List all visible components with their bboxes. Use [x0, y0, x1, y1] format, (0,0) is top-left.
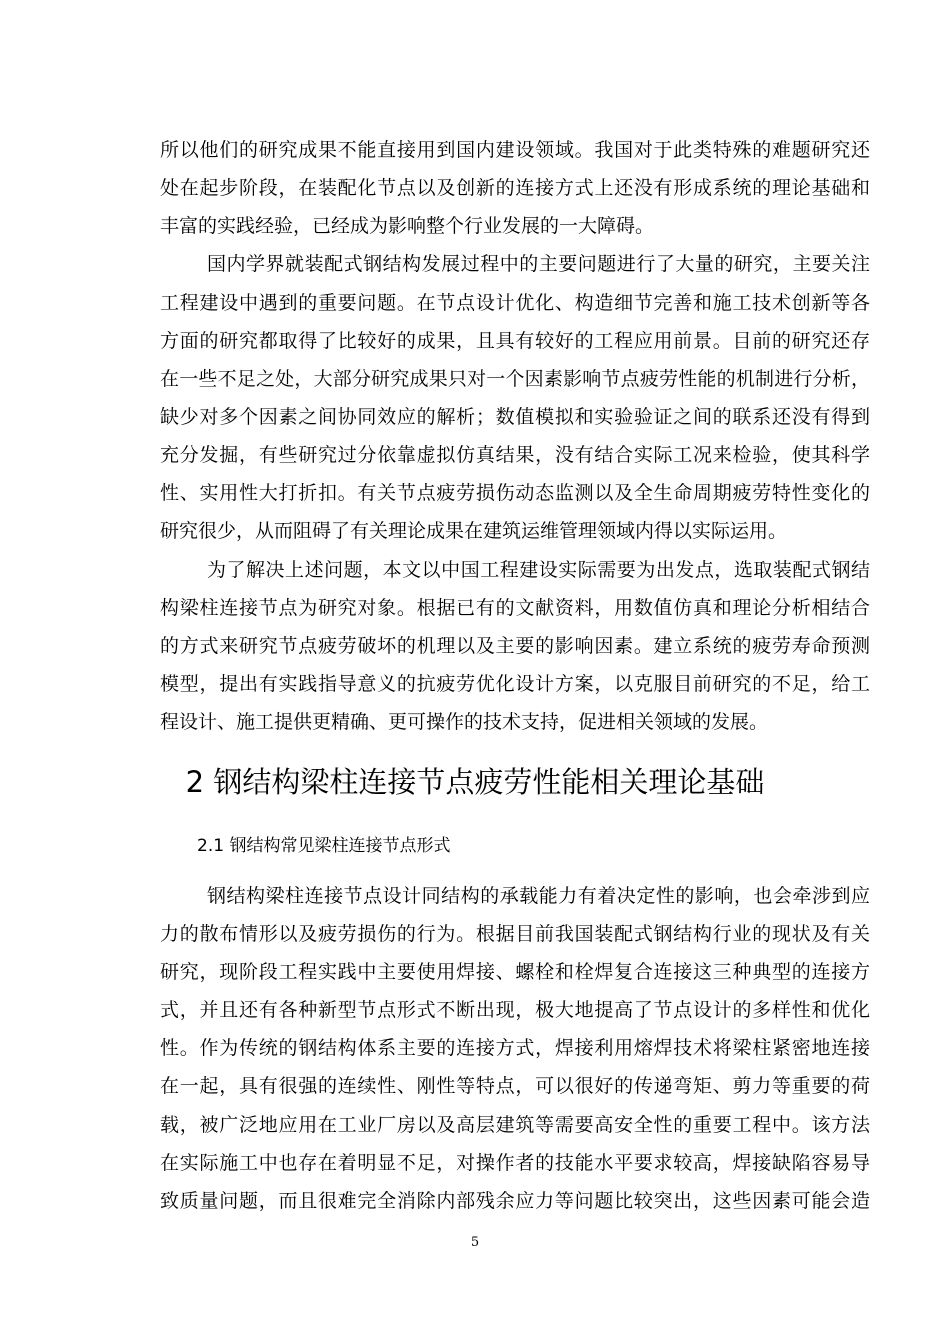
text-line: 性、实用性大打折扣。有关节点疲劳损伤动态监测以及全生命周期疲劳特性变化的: [160, 482, 870, 504]
text-line: 在一起，具有很强的连续性、刚性等特点，可以很好的传递弯矩、剪力等重要的荷: [160, 1075, 870, 1097]
text-line: 载，被广泛地应用在工业厂房以及高层建筑等需要高安全性的重要工程中。该方法: [160, 1114, 870, 1136]
text-line: 力的散布情形以及疲劳损伤的行为。根据目前我国装配式钢结构行业的现状及有关: [160, 923, 870, 945]
text-line: 所以他们的研究成果不能直接用到国内建设领域。我国对于此类特殊的难题研究还: [160, 139, 870, 161]
text-line: 研究，现阶段工程实践中主要使用焊接、螺栓和栓焊复合连接这三种典型的连接方: [160, 961, 870, 983]
page-number: 5: [470, 1235, 480, 1250]
text-line: 钢结构梁柱连接节点设计同结构的承载能力有着决定性的影响，也会牵涉到应: [207, 885, 870, 907]
text-line: 缺少对多个因素之间协同效应的解析；数值模拟和实验验证之间的联系还没有得到: [160, 406, 870, 428]
text-line: 程设计、施工提供更精确、更可操作的技术支持，促进相关领域的发展。: [160, 711, 769, 733]
text-line: 性。作为传统的钢结构体系主要的连接方式，焊接利用熔焊技术将梁柱紧密地连接: [160, 1037, 870, 1059]
text-line: 方面的研究都取得了比较好的成果，且具有较好的工程应用前景。目前的研究还存: [160, 330, 870, 352]
text-line: 研究很少，从而阻碍了有关理论成果在建筑运维管理领域内得以实际运用。: [160, 520, 788, 542]
text-line: 的方式来研究节点疲劳破坏的机理以及主要的影响因素。建立系统的疲劳寿命预测: [160, 635, 870, 657]
text-line: 模型，提出有实践指导意义的抗疲劳优化设计方案，以克服目前研究的不足，给工: [160, 673, 870, 695]
text-line: 致质量问题，而且很难完全消除内部残余应力等问题比较突出，这些因素可能会造: [160, 1190, 870, 1212]
text-line: 在实际施工中也存在着明显不足，对操作者的技能水平要求较高，焊接缺陷容易导: [160, 1152, 870, 1174]
text-line: 丰富的实践经验，已经成为影响整个行业发展的一大障碍。: [160, 215, 655, 237]
text-line: 在一些不足之处，大部分研究成果只对一个因素影响节点疲劳性能的机制进行分析，: [160, 368, 870, 390]
text-line: 处在起步阶段，在装配化节点以及创新的连接方式上还没有形成系统的理论基础和: [160, 177, 870, 199]
text-line: 为了解决上述问题，本文以中国工程建设实际需要为出发点，选取装配式钢结: [207, 559, 870, 581]
section-heading: 2.1 钢结构常见梁柱连接节点形式: [197, 836, 451, 856]
text-line: 工程建设中遇到的重要问题。在节点设计优化、构造细节完善和施工技术创新等各: [160, 292, 870, 314]
text-line: 构梁柱连接节点为研究对象。根据已有的文献资料，用数值仿真和理论分析相结合: [160, 597, 870, 619]
text-line: 国内学界就装配式钢结构发展过程中的主要问题进行了大量的研究，主要关注: [207, 253, 870, 275]
text-line: 充分发掘，有些研究过分依靠虚拟仿真结果，没有结合实际工况来检验，使其科学: [160, 444, 870, 466]
text-line: 式，并且还有各种新型节点形式不断出现，极大地提高了节点设计的多样性和优化: [160, 999, 870, 1021]
chapter-heading: 2 钢结构梁柱连接节点疲劳性能相关理论基础: [185, 765, 765, 799]
